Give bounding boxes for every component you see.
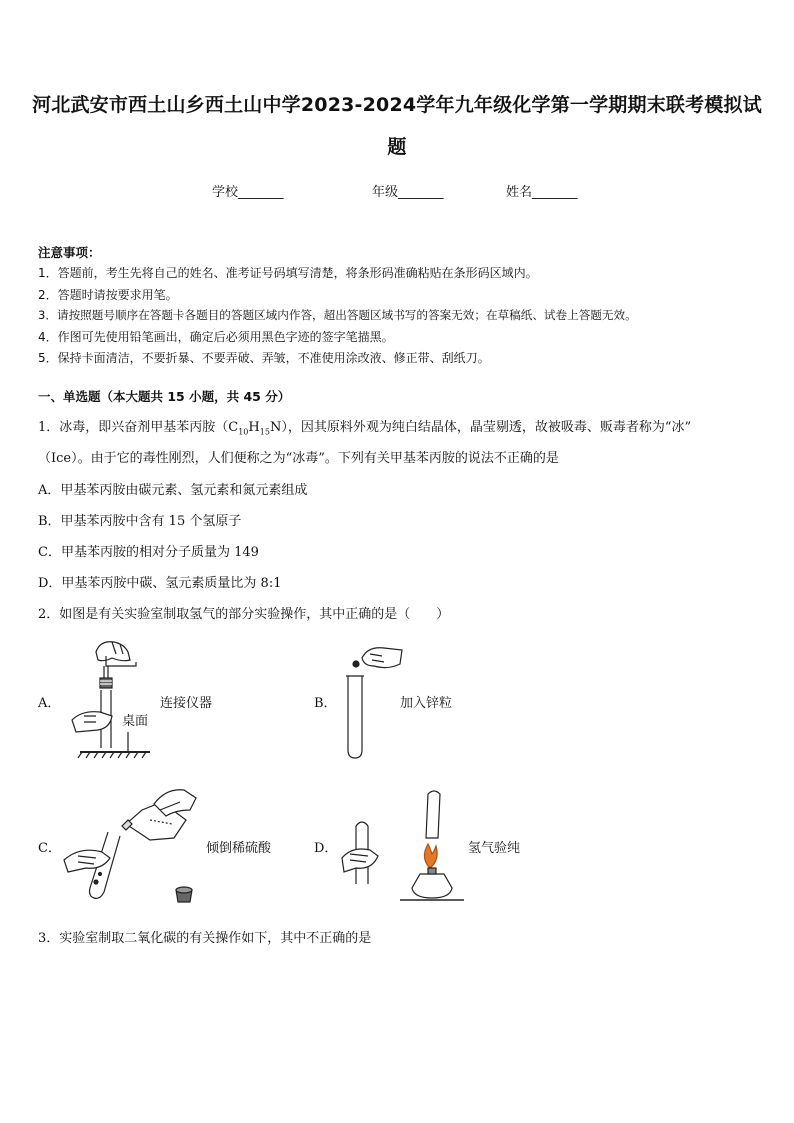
q1-subscript: 15	[259, 427, 270, 437]
exam-title	[30, 84, 764, 168]
q2-option-d-letter: D．	[314, 841, 338, 856]
q2-option-a-letter: A．	[38, 696, 61, 711]
q1-subscript: 10	[238, 427, 249, 437]
q1-text: H	[248, 420, 260, 435]
q2-option-c-letter: C．	[38, 841, 61, 856]
q2-figure-b-label: 加入锌粒	[400, 696, 453, 711]
notice-item: 3．请按照题号顺序在答题卡各题目的答题区域内作答，超出答题区域书写的答案无效；在草稿纸、试卷上答题无效。	[38, 308, 637, 322]
exam-title-line2: 题	[387, 136, 407, 158]
q2-stem: 2．如图是有关实验室制取氢气的部分实验操作，其中正确的是（ ）	[38, 607, 450, 622]
q3-stem: 3．实验室制取二氧化碳的有关操作如下，其中不正确的是	[38, 931, 372, 946]
q1-option-d: D．甲基苯丙胺中碳、氢元素质量比为 8:1	[38, 576, 282, 591]
q2-figure-c-label: 倾倒稀硫酸	[206, 841, 272, 856]
exam-title-line1: 河北武安市西土山乡西土山中学2023-2024学年九年级化学第一学期期末联考模拟试	[32, 94, 762, 116]
notice-item: 1．答题前，考生先将自己的姓名、准考证号码填写清楚，将条形码准确粘贴在条形码区域内。	[38, 266, 538, 280]
add-zinc-figure	[340, 640, 406, 764]
notice-item: 2．答题时请按要求用笔。	[38, 288, 178, 302]
q2-figure-a-label: 连接仪器	[160, 696, 213, 711]
connect-apparatus-figure	[66, 636, 160, 760]
q2-figure-a-sublabel: 桌面	[122, 714, 149, 729]
notice-heading: 注意事项：	[38, 245, 101, 260]
notice-item: 5．保持卡面清洁，不要折暴、不要弄破、弄皱，不准使用涂改液、修正带、刮纸刀。	[38, 351, 490, 365]
name-field: 姓名_______	[506, 185, 578, 200]
q1-text: 1．冰毒，即兴奋剂甲基苯丙胺（C	[38, 420, 239, 435]
q1-option-b: B．甲基苯丙胺中含有 15 个氢原子	[38, 514, 242, 529]
q2-figure-d-label: 氢气验纯	[468, 841, 521, 856]
q2-option-b-letter: B．	[314, 696, 337, 711]
section-heading: 一、单选题（本大题共 15 小题，共 45 分）	[38, 389, 291, 404]
q1-option-a: A．甲基苯丙胺由碳元素、氢元素和氮元素组成	[38, 483, 308, 498]
q1-option-c: C．甲基苯丙胺的相对分子质量为 149	[38, 545, 259, 560]
grade-field: 年级_______	[372, 185, 444, 200]
school-field: 学校_______	[212, 185, 284, 200]
hydrogen-purity-test-figure	[340, 788, 464, 904]
q1-stem-line2: （Ice）。由于它的毒性刚烈，人们便称之为“冰毒”。下列有关甲基苯丙胺的说法不正确的是	[38, 451, 559, 466]
notice-item: 4．作图可先使用铅笔画出，确定后必须用黑色字迹的签字笔描黑。	[38, 330, 394, 344]
q1-text: N），因其原料外观为纯白结晶体，晶莹剔透，故被吸毒、贩毒者称为“冰”	[269, 420, 692, 435]
pour-acid-figure	[62, 780, 204, 908]
q1-stem-line1	[38, 416, 691, 437]
